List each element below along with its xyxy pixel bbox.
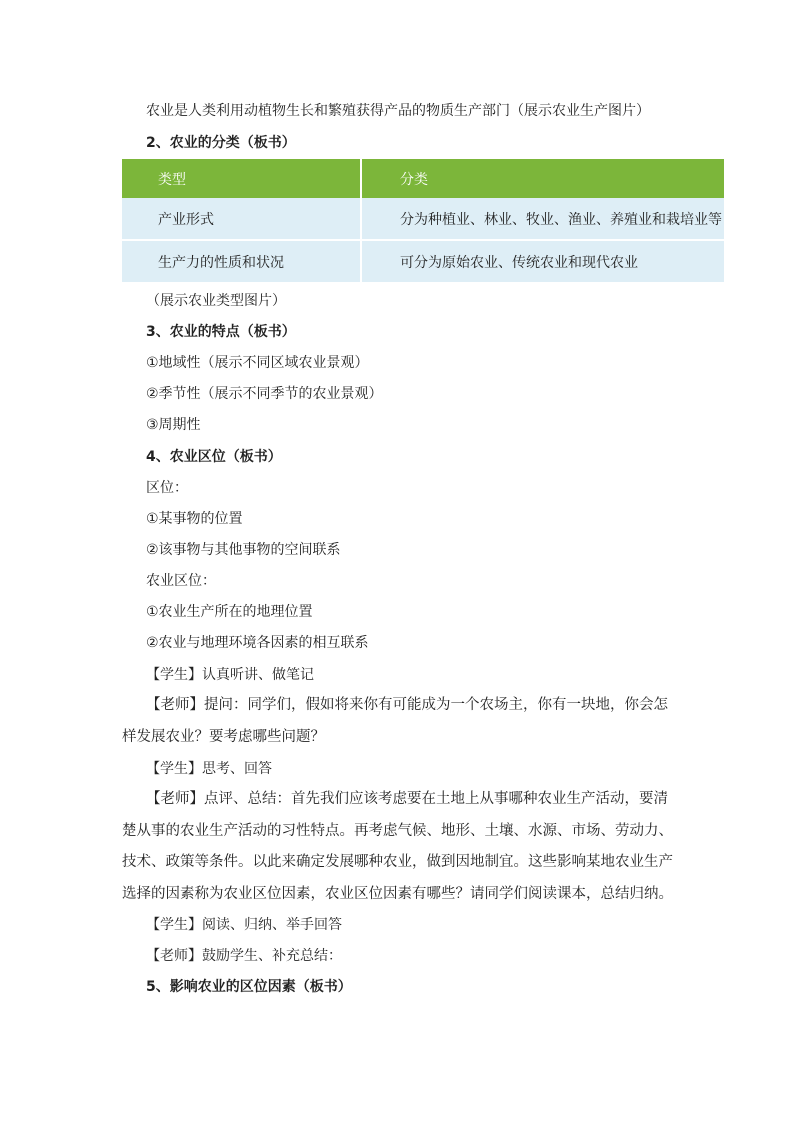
table-note: （展示农业类型图片） bbox=[146, 293, 286, 309]
location-label: 区位： bbox=[146, 480, 188, 496]
teacher-question: 【老师】提问：同学们，假如将来你有可能成为一个农场主，你有一块地，你会怎样发展农业？要考虑哪些问题？ bbox=[122, 697, 668, 745]
table-cell: 分为种植业、林业、牧业、渔业、养殖业和栽培业等 bbox=[361, 198, 724, 240]
table-row bbox=[122, 198, 724, 240]
list-item: ①农业生产所在的地理位置 bbox=[146, 604, 313, 620]
classification-table bbox=[122, 159, 724, 282]
intro-text: 农业是人类利用动植物生长和繁殖获得产品的物质生产部门（展示农业生产图片） bbox=[146, 103, 650, 119]
list-item: ②农业与地理环境各因素的相互联系 bbox=[146, 635, 369, 651]
teacher-summary: 【老师】点评、总结：首先我们应该考虑要在土地上从事哪种农业生产活动，要清楚从事的农业生产活动的习性特点。再考虑气候、地形、土壤、水源、市场、劳动力、技术、政策等条件。以此来确定发展哪种农业，做到因地制宜。这些影响某地农业生产选择的因素称为农业区位因素，农业区位因素有哪些？请同学们阅读课本，总结归纳。 bbox=[122, 791, 673, 902]
list-item: ②该事物与其他事物的空间联系 bbox=[146, 542, 341, 558]
table-header-row bbox=[122, 159, 724, 198]
table-header-cell: 类型 bbox=[122, 159, 361, 198]
list-item: ②季节性（展示不同季节的农业景观） bbox=[146, 386, 383, 402]
list-item: ①某事物的位置 bbox=[146, 511, 243, 527]
agri-location-label: 农业区位： bbox=[146, 573, 216, 589]
table-row bbox=[122, 240, 724, 282]
section-4-heading: 4、农业区位（板书） bbox=[146, 449, 282, 465]
section-2-heading: 2、农业的分类（板书） bbox=[146, 135, 296, 151]
table-header-cell: 分类 bbox=[361, 159, 724, 198]
table-cell: 生产力的性质和状况 bbox=[122, 240, 361, 282]
student-line: 【学生】思考、回答 bbox=[146, 761, 272, 777]
table-cell: 产业形式 bbox=[122, 198, 361, 240]
section-5-heading: 5、影响农业的区位因素（板书） bbox=[146, 979, 352, 995]
student-line: 【学生】阅读、归纳、举手回答 bbox=[146, 917, 342, 933]
table-cell: 可分为原始农业、传统农业和现代农业 bbox=[361, 240, 724, 282]
section-3-heading: 3、农业的特点（板书） bbox=[146, 324, 296, 340]
list-item: ①地域性（展示不同区域农业景观） bbox=[146, 355, 369, 371]
student-line: 【学生】认真听讲、做笔记 bbox=[146, 667, 314, 683]
list-item: ③周期性 bbox=[146, 417, 201, 433]
teacher-line: 【老师】鼓励学生、补充总结： bbox=[146, 948, 342, 964]
